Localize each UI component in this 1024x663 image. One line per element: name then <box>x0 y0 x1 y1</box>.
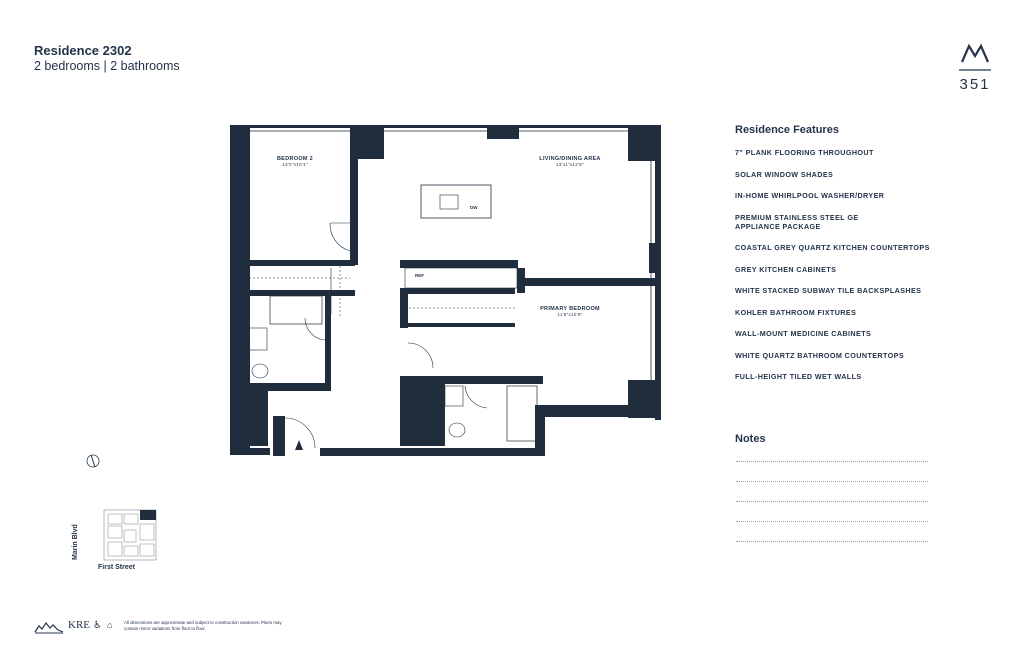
page-title: Residence 2302 <box>34 43 132 58</box>
feature-item: WALL-MOUNT MEDICINE CABINETS <box>735 329 872 338</box>
room-bedroom-2 <box>265 156 325 167</box>
building-key-map <box>102 508 158 562</box>
north-arrow-icon <box>84 452 102 470</box>
room-primary-bedroom <box>530 306 610 317</box>
room-dimensions: 13'11"x12'8" <box>556 162 584 167</box>
features-list <box>735 148 965 394</box>
room-living-dining <box>525 156 615 167</box>
street-label-marin: Marin Blvd <box>72 524 79 560</box>
note-line[interactable] <box>736 541 928 542</box>
refrigerator-label: REF <box>415 273 424 278</box>
note-line[interactable] <box>736 501 928 502</box>
feature-item: WHITE STACKED SUBWAY TILE BACKSPLASHES <box>735 286 922 295</box>
disclaimer-text: All dimensions are approximate and subject to construction variances. Plans may contain minor variations from floor to floor. <box>124 620 282 631</box>
room-dimensions: 11'6"x10'8" <box>557 312 583 317</box>
feature-item: GREY KITCHEN CABINETS <box>735 264 837 274</box>
note-line[interactable] <box>736 481 928 482</box>
equal-housing-icon: ⌂ <box>107 620 113 630</box>
dishwasher-label: DW <box>470 205 478 210</box>
washer-dryer-label: W/D <box>407 422 416 427</box>
logo-text: 351 <box>959 76 991 93</box>
floor-plan-drawing <box>225 118 665 463</box>
floor-plan <box>225 118 665 463</box>
note-line[interactable] <box>736 521 928 522</box>
feature-item: SOLAR WINDOW SHADES <box>735 169 834 179</box>
feature-item: IN-HOME WHIRLPOOL WASHER/DRYER <box>735 191 885 200</box>
feature-item: 7" PLANK FLOORING THROUGHOUT <box>735 148 874 157</box>
features-title: Residence Features <box>735 124 839 136</box>
feature-item: FULL-HEIGHT TILED WET WALLS <box>735 372 862 381</box>
room-name: BEDROOM 2 <box>276 156 313 162</box>
feature-item: COASTAL GREY QUARTZ KITCHEN COUNTERTOPS <box>735 243 930 252</box>
feature-item: KOHLER BATHROOM FIXTURES <box>735 307 857 317</box>
accessibility-icon: ♿ <box>93 620 102 631</box>
room-dimensions: 13'0"x10'1" <box>282 162 308 167</box>
street-label-first: First Street <box>98 564 135 571</box>
room-name: LIVING/DINING AREA <box>539 156 601 162</box>
note-line[interactable] <box>736 461 928 462</box>
kre-logo: KRE <box>68 619 90 631</box>
feature-item: PREMIUM STAINLESS STEEL GE APPLIANCE PACKAGE <box>735 212 859 231</box>
room-name: PRIMARY BEDROOM <box>540 306 600 312</box>
developer-logo-icon <box>34 618 64 636</box>
notes-title: Notes <box>735 433 766 445</box>
page-subtitle: 2 bedrooms | 2 bathrooms <box>34 59 180 73</box>
feature-item: WHITE QUARTZ BATHROOM COUNTERTOPS <box>735 350 905 360</box>
